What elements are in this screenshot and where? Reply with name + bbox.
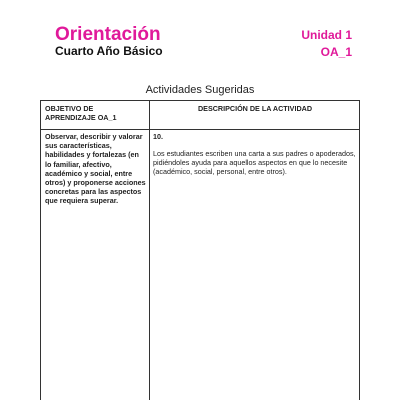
objective-code: OA_1 [320,45,352,59]
section-title: Actividades Sugeridas [145,84,255,96]
column-divider [149,101,150,400]
activity-description: Los estudiantes escriben una carta a sus padres o apoderados, pidiéndoles ayuda para aquellos aspectos en que lo necesite (académico, social, personal, entre otros). [153,149,356,177]
objective-cell: Observar, describir y valorar sus características, habilidades y fortalezas (en lo familiar, afectivo, académico y social, entre otros) y proponerse acciones concretas para las aspectos que requiera superar. [45,132,146,206]
grade-subtitle: Cuarto Año Básico [55,44,163,58]
subject-title: Orientación [55,24,161,45]
unit-label: Unidad 1 [301,28,352,42]
activity-number: 10. [153,132,163,141]
activities-table [40,100,360,400]
description-column-header: DESCRIPCIÓN DE LA ACTIVIDAD [197,104,313,113]
objective-column-header: OBJETIVO DE APRENDIZAJE OA_1 [45,104,117,123]
header-row-divider [41,129,359,130]
